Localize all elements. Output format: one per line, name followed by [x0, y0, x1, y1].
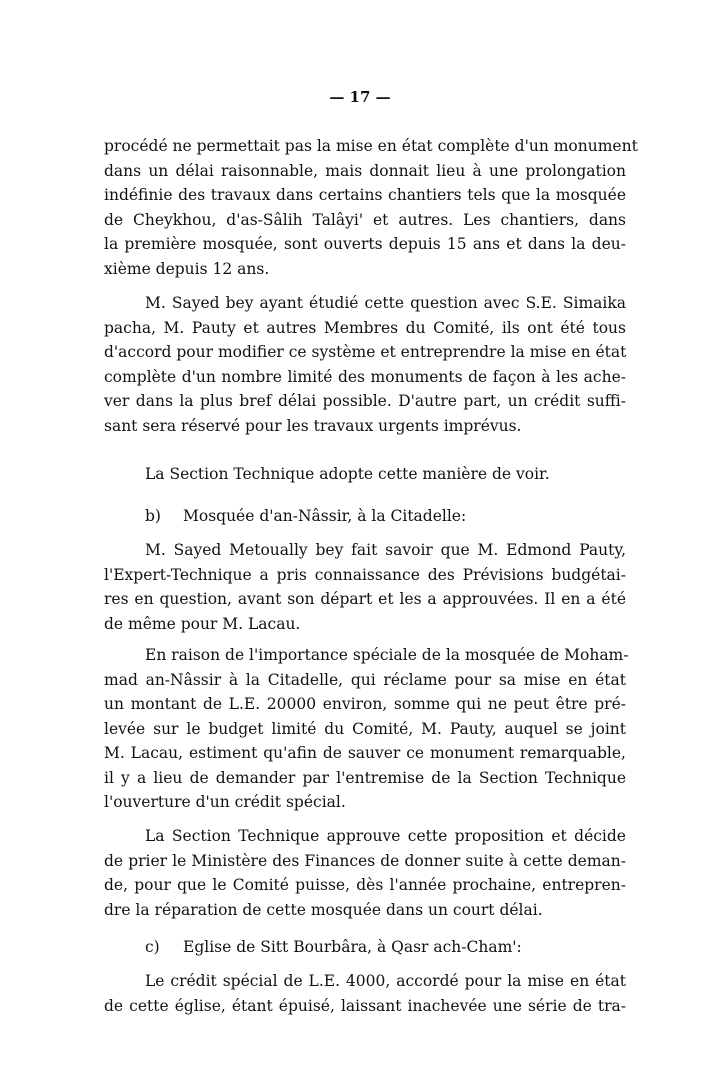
text-line: de Cheykhou, d'as-Sâlih Talâyi' et autres. Les chantiers, dans: [104, 211, 626, 229]
section-label: c): [145, 938, 160, 956]
text-line: de cette église, étant épuisé, laissant inachevée une série de tra-: [104, 997, 626, 1015]
text-line: La Section Technique approuve cette proposition et décide: [145, 827, 626, 845]
text-line: de, pour que le Comité puisse, dès l'année prochaine, entrepren-: [104, 876, 626, 894]
text-line: levée sur le budget limité du Comité, M. Pauty, auquel se joint: [104, 720, 626, 738]
text-line: Le crédit spécial de L.E. 4000, accordé pour la mise en état: [145, 972, 626, 990]
page-number: — 17 —: [329, 88, 391, 106]
text-line: res en question, avant son départ et les a approuvées. Il en a été: [104, 590, 626, 608]
section-title: Mosquée d'an-Nâssir, à la Citadelle:: [183, 507, 467, 525]
text-line: de prier le Ministère des Finances de donner suite à cette deman-: [104, 852, 626, 870]
text-line: l'Expert-Technique a pris connaissance des Prévisions budgétai-: [104, 566, 626, 584]
text-line: M. Lacau, estiment qu'afin de sauver ce monument remarquable,: [104, 744, 626, 762]
text-line: l'ouverture d'un crédit spécial.: [104, 793, 346, 811]
text-line: mad an-Nâssir à la Citadelle, qui réclame pour sa mise en état: [104, 671, 626, 689]
section-heading-c: [145, 937, 522, 957]
text-line: M. Sayed Metoually bey fait savoir que M. Edmond Pauty,: [145, 541, 626, 559]
text-line: il y a lieu de demander par l'entremise de la Section Technique: [104, 769, 626, 787]
text-line: la première mosquée, sont ouverts depuis 15 ans et dans la deu-: [104, 235, 626, 253]
text-line: dans un délai raisonnable, mais donnait lieu à une prolongation: [104, 162, 626, 180]
text-line: ver dans la plus bref délai possible. D'autre part, un crédit suffi-: [104, 392, 626, 410]
text-line: M. Sayed bey ayant étudié cette question avec S.E. Simaika: [145, 294, 626, 312]
text-line: sant sera réservé pour les travaux urgents imprévus.: [104, 417, 522, 435]
section-heading-b: [145, 506, 466, 526]
text-line: procédé ne permettait pas la mise en état complète d'un monument: [104, 137, 638, 155]
text-line: complète d'un nombre limité des monuments de façon à les ache-: [104, 368, 626, 386]
text-line: La Section Technique adopte cette manière de voir.: [145, 465, 550, 483]
text-line: pacha, M. Pauty et autres Membres du Comité, ils ont été tous: [104, 319, 626, 337]
text-line: un montant de L.E. 20000 environ, somme qui ne peut être pré-: [104, 695, 626, 713]
section-label: b): [145, 507, 161, 525]
section-title: Eglise de Sitt Bourbâra, à Qasr ach-Cham':: [183, 938, 522, 956]
text-line: d'accord pour modifier ce système et entreprendre la mise en état: [104, 343, 627, 361]
text-line: En raison de l'importance spéciale de la mosquée de Moham-: [145, 646, 629, 664]
text-line: indéfinie des travaux dans certains chantiers tels que la mosquée: [104, 186, 626, 204]
text-line: dre la réparation de cette mosquée dans un court délai.: [104, 901, 543, 919]
text-line: xième depuis 12 ans.: [104, 260, 270, 278]
text-line: de même pour M. Lacau.: [104, 615, 301, 633]
